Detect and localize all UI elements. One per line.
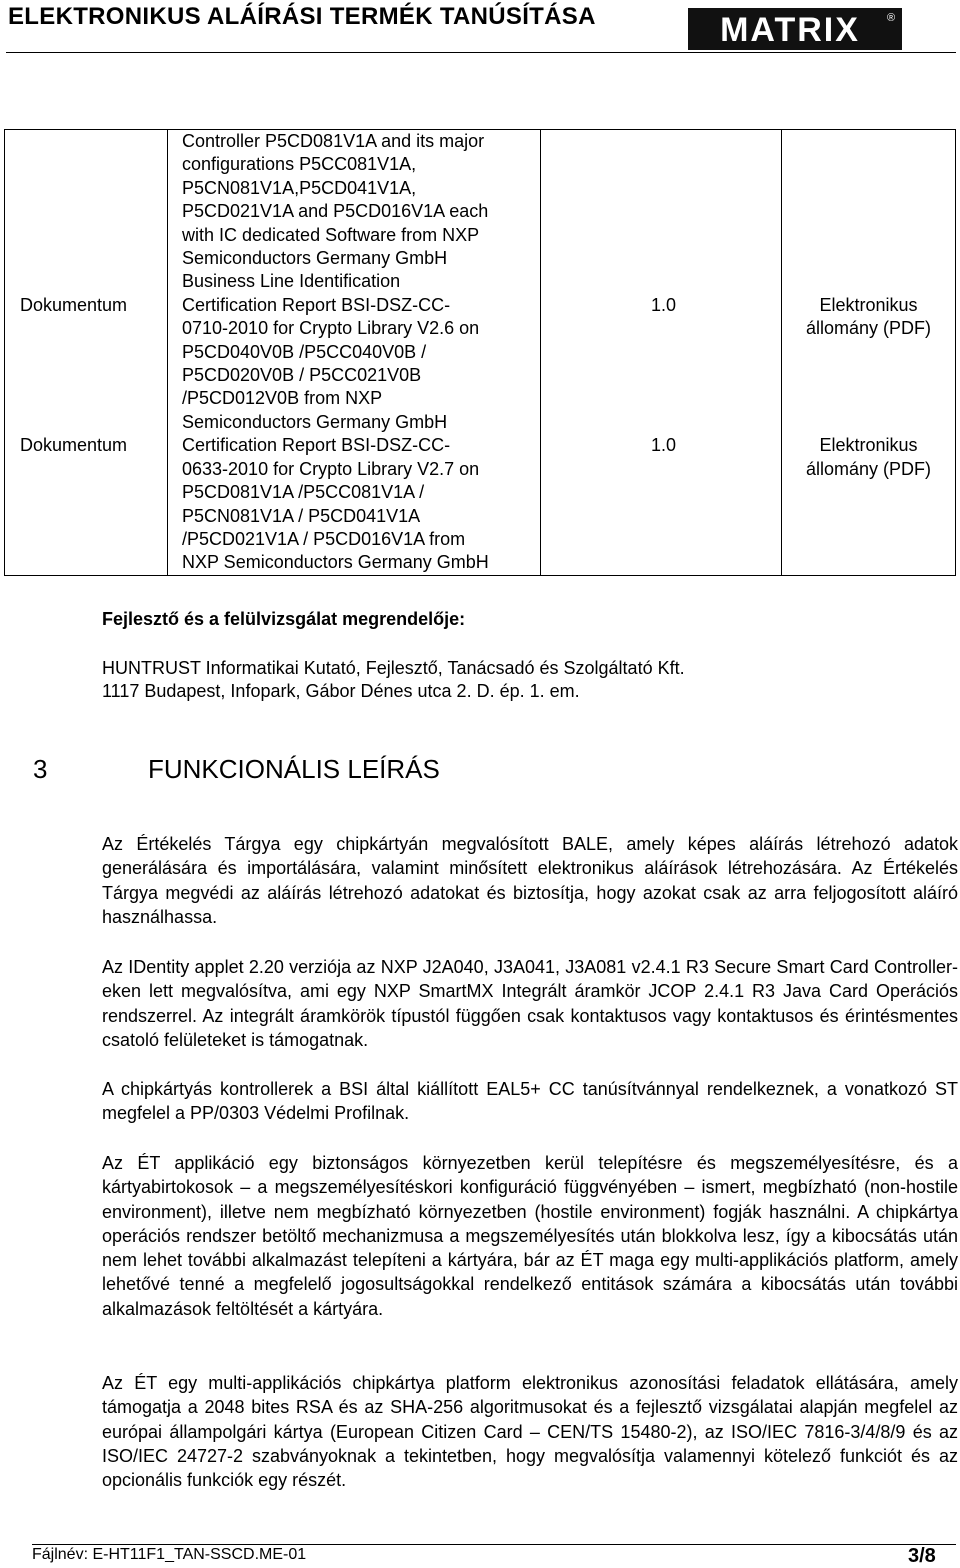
cell-version: 1.0 (541, 294, 782, 434)
description-line: with IC dedicated Software from NXP (182, 224, 480, 245)
paragraph: Az ÉT egy multi-applikációs chipkártya platform elektronikus azonosítási feladatok ellátására, amely támogatja a 2048 bites RSA és az SHA-256 algoritmusokat és a fejlesztő vizsgálatai alapján megfelel az európai állampolgári kártya (European Citizen Card – CEN/TS 15480-2), az ISO/IEC 7816-3/4/8/9 és az ISO/IEC 24727-2 szabványoknak a tekintetben, hogy megvalósítja valamennyi kötelező funkciót és az opcionális funkciók egy részét. (102, 1373, 958, 1491)
description-line: Certification Report BSI-DSZ-CC- (182, 435, 451, 456)
cell-type: Dokumentum (5, 434, 168, 575)
description-line: P5CN081V1A,P5CD041V1A, (182, 177, 417, 198)
footer-filename: Fájlnév: E-HT11F1_TAN-SSCD.ME-01 (32, 1546, 307, 1563)
description-line: P5CN081V1A / P5CD041V1A (182, 505, 421, 526)
logo-text: MATRIX (720, 11, 860, 49)
description-line: Business Line Identification (182, 271, 401, 292)
section-heading (33, 754, 440, 785)
paragraph: Az IDentity applet 2.20 verziója az NXP J2A040, J3A041, J3A081 v2.4.1 R3 Secure Smart Card Controller-eken lett megvalósítva, ami egy NXP SmartMX Integrált áramkör JCOP 2.4.1 R3 Java Card Operációs rendszerrel. Az integrált áramkörök típustól függően csak kontaktusos vagy kontaktusos és érintésmentes csatoló felületeket is támogatnak. (102, 957, 958, 1050)
paragraph: Az ÉT applikáció egy biztonságos környezetben kerül telepítésre és megszemélyesítésre, és a kártyabirtokosok – a megszemélyesítéskori konfiguráció függvényében – ismert, megbízható (non-hostile environment), illetve nem megbízható környezetben (hostile environment) fogják használni. A chipkártya operációs rendszer betöltő mechanizmusa a megszemélyesítés után blokkolva lesz, így a kibocsátás után nem lehet további alkalmazást telepíteni a kártyára, bár az ÉT maga egy multi-applikációs platform, amely lehetővé tenné a megfelelő jogosultságokkal rendelkező entitások számára a kibocsátás után további alkalmazások feltöltését a kártyára. (102, 1153, 958, 1319)
description-line: NXP Semiconductors Germany GmbH (182, 552, 489, 573)
description-line: Certification Report BSI-DSZ-CC- (182, 294, 451, 315)
description-line: Semiconductors Germany GmbH (182, 248, 448, 269)
document-table (4, 129, 956, 576)
section-title: FUNKCIONÁLIS LEÍRÁS (148, 754, 440, 784)
page-header (0, 0, 960, 50)
header-title: ELEKTRONIKUS ALÁÍRÁSI TERMÉK TANÚSÍTÁSA (8, 3, 596, 30)
document-table-body (5, 130, 956, 576)
cell-format: Elektronikus állomány (PDF) (782, 434, 956, 575)
cell-version (541, 130, 782, 294)
description-line: Controller P5CD081V1A and its major (182, 131, 485, 151)
description-line: /P5CD021V1A / P5CD016V1A from (182, 528, 466, 549)
cell-version: 1.0 (541, 434, 782, 575)
cell-description (168, 294, 541, 434)
header-divider (6, 52, 956, 53)
description-line: P5CD040V0B /P5CC040V0B / (182, 341, 427, 362)
description-line: configurations P5CC081V1A, (182, 154, 417, 175)
cell-type (5, 130, 168, 294)
table-row (5, 434, 956, 575)
paragraph: Az Értékelés Tárgya egy chipkártyán megvalósított BALE, amely képes aláírás létrehozó adatok generálására és importálására, valamint minősített elektronikus aláírások létrehozására. Az Értékelés Tárgya megvédi az aláírás létrehozó adatokat és biztosítja, hogy azokat csak az arra feljogosított aláíró használhassa. (102, 834, 958, 927)
description-line: 0710-2010 for Crypto Library V2.6 on (182, 318, 480, 339)
page-number: 3/8 (908, 1545, 936, 1567)
description-line: /P5CD012V0B from NXP (182, 388, 383, 409)
cell-format (782, 130, 956, 294)
developer-heading: Fejlesztő és a felülvizsgálat megrendelője: (102, 609, 466, 629)
paragraph: A chipkártyás kontrollerek a BSI által kiállított EAL5+ CC tanúsítvánnyal rendelkeznek, a vonatkozó ST megfelel a PP/0303 Védelmi Profilnak. (102, 1079, 958, 1124)
section-number: 3 (33, 754, 48, 784)
developer-address: 1117 Budapest, Infopark, Gábor Dénes utca 2. D. ép. 1. em. (102, 681, 580, 701)
footer-divider (32, 1544, 956, 1545)
description-line: Semiconductors Germany GmbH (182, 411, 448, 432)
cell-description (168, 130, 541, 294)
description-line: P5CD020V0B / P5CC021V0B (182, 365, 422, 386)
cell-format: Elektronikus állomány (PDF) (782, 294, 956, 434)
matrix-logo (688, 8, 902, 50)
table-row (5, 130, 956, 294)
cell-type: Dokumentum (5, 294, 168, 434)
developer-company: HUNTRUST Informatikai Kutató, Fejlesztő, Tanácsadó és Szolgáltató Kft. (102, 658, 685, 678)
description-line: P5CD021V1A and P5CD016V1A each (182, 201, 489, 222)
logo-registered-mark: ® (886, 12, 896, 24)
developer-info (102, 657, 685, 703)
table-row (5, 294, 956, 434)
cell-description (168, 434, 541, 575)
description-line: P5CD081V1A /P5CC081V1A / (182, 482, 425, 503)
description-line: 0633-2010 for Crypto Library V2.7 on (182, 458, 480, 479)
